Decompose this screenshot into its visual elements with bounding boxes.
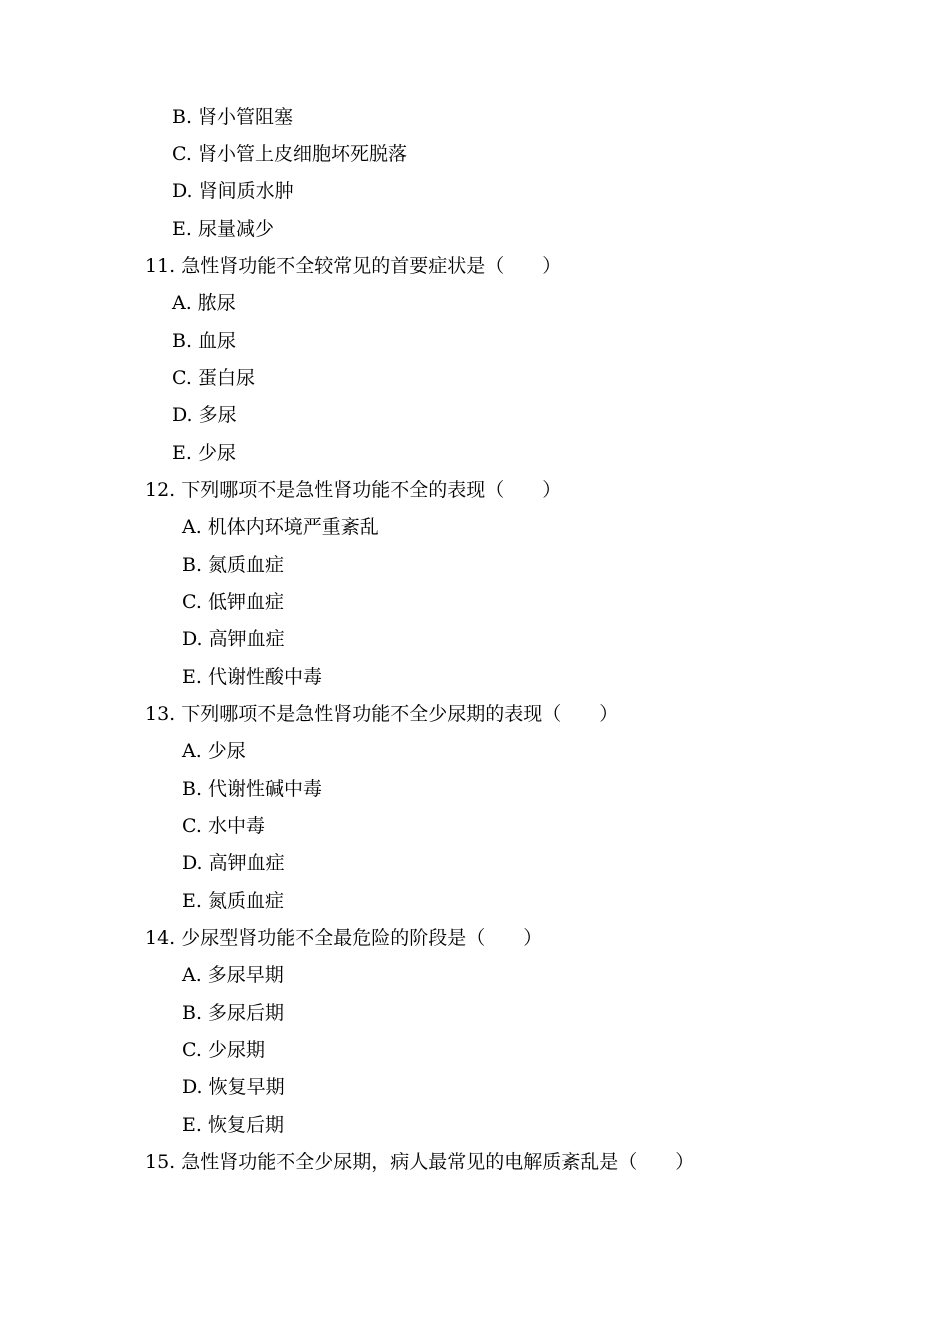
question-12: 12. 下列哪项不是急性肾功能不全的表现（ ） bbox=[145, 479, 562, 501]
option-d-q11: D. 多尿 bbox=[172, 404, 237, 426]
question-15: 15. 急性肾功能不全少尿期，病人最常见的电解质紊乱是（ ） bbox=[145, 1151, 695, 1173]
question-14: 14. 少尿型肾功能不全最危险的阶段是（ ） bbox=[145, 927, 543, 949]
option-b-q11: B. 血尿 bbox=[172, 330, 237, 352]
option-c-q14: C. 少尿期 bbox=[182, 1039, 265, 1061]
question-13: 13. 下列哪项不是急性肾功能不全少尿期的表现（ ） bbox=[145, 703, 619, 725]
question-11: 11. 急性肾功能不全较常见的首要症状是（ ） bbox=[145, 255, 562, 277]
option-d-q13: D. 高钾血症 bbox=[182, 852, 285, 874]
option-e-q10: E. 尿量减少 bbox=[172, 218, 274, 240]
option-e-q14: E. 恢复后期 bbox=[182, 1114, 284, 1136]
option-b-q10: B. 肾小管阻塞 bbox=[172, 106, 294, 128]
option-b-q14: B. 多尿后期 bbox=[182, 1002, 285, 1024]
option-c-q10: C. 肾小管上皮细胞坏死脱落 bbox=[172, 143, 407, 165]
option-a-q12: A. 机体内环境严重紊乱 bbox=[182, 516, 379, 538]
option-d-q12: D. 高钾血症 bbox=[182, 628, 285, 650]
option-c-q12: C. 低钾血症 bbox=[182, 591, 284, 613]
option-a-q14: A. 多尿早期 bbox=[182, 964, 284, 986]
option-c-q11: C. 蛋白尿 bbox=[172, 367, 255, 389]
option-c-q13: C. 水中毒 bbox=[182, 815, 265, 837]
option-e-q11: E. 少尿 bbox=[172, 442, 236, 464]
option-b-q13: B. 代谢性碱中毒 bbox=[182, 778, 323, 800]
option-d-q10: D. 肾间质水肿 bbox=[172, 180, 294, 202]
option-a-q11: A. 脓尿 bbox=[172, 292, 236, 314]
option-e-q12: E. 代谢性酸中毒 bbox=[182, 666, 322, 688]
option-a-q13: A. 少尿 bbox=[182, 740, 246, 762]
option-e-q13: E. 氮质血症 bbox=[182, 890, 284, 912]
option-b-q12: B. 氮质血症 bbox=[182, 554, 285, 576]
option-d-q14: D. 恢复早期 bbox=[182, 1076, 285, 1098]
